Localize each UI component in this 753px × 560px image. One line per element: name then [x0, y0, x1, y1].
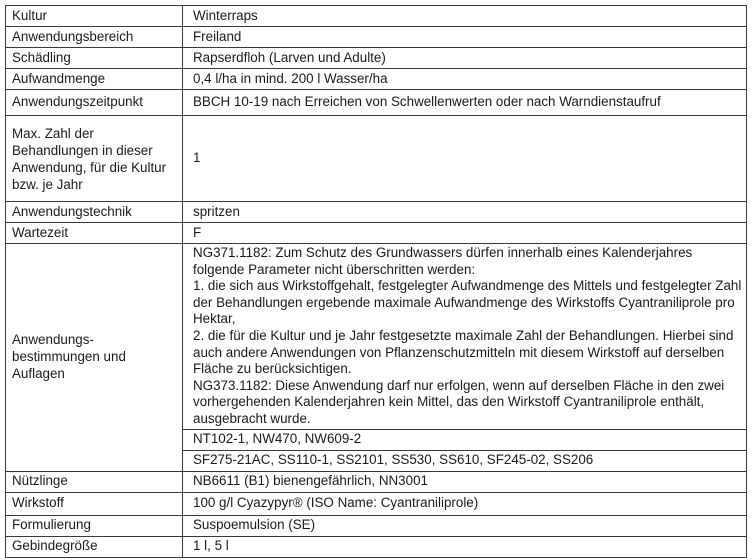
value-auflagen-codes-1: NT102-1, NW470, NW609-2	[183, 429, 747, 450]
table-row	[6, 90, 747, 116]
table-row	[6, 492, 747, 515]
auflage-ng371: NG371.1182: Zum Schutz des Grundwassers dürfen innerhalb eines Kalenderjahres folgende Parameter nicht überschritten werden:	[193, 245, 693, 277]
table-row	[6, 69, 747, 90]
value-wirkstoff: 100 g/l Cyazypyr® (ISO Name: Cyantraniliprole)	[183, 492, 747, 515]
value-kultur: Winterraps	[183, 6, 747, 27]
table-row	[6, 536, 747, 557]
label-schaedling: Schädling	[6, 48, 183, 69]
label-max-zahl-behandlungen: Max. Zahl der Behandlungen in dieser Anwendung, für die Kultur bzw. je Jahr	[6, 116, 183, 202]
value-formulierung: Suspoemulsion (SE)	[183, 515, 747, 536]
label-anwendungsbereich: Anwendungsbereich	[6, 27, 183, 48]
label-wirkstoff: Wirkstoff	[6, 492, 183, 515]
label-anwendungstechnik: Anwendungstechnik	[6, 202, 183, 223]
auflage-ng371-point-2: 2. die für die Kultur und je Jahr festgesetzte maximale Zahl der Behandlungen. Hierbei sind auch andere Anwendungen von Pflanzenschutzmitteln mit diesem Wirkstoff auf derselben Fläche zu berücksichtigen.	[193, 327, 734, 377]
table-row	[6, 471, 747, 492]
value-auflagen-text	[183, 244, 747, 430]
value-anwendungsbereich: Freiland	[183, 27, 747, 48]
label-anwendungsbestimmungen: Anwendungs-bestimmungen und Auflagen	[6, 244, 183, 472]
label-anwendungszeitpunkt: Anwendungszeitpunkt	[6, 90, 183, 116]
table-row	[6, 48, 747, 69]
value-schaedling: Rapserdfloh (Larven und Adulte)	[183, 48, 747, 69]
value-max-zahl-behandlungen: 1	[183, 116, 747, 202]
value-aufwandmenge: 0,4 l/ha in mind. 200 l Wasser/ha	[183, 69, 747, 90]
table-row	[6, 515, 747, 536]
value-nuetzlinge: NB6611 (B1) bienengefährlich, NN3001	[183, 471, 747, 492]
label-kultur: Kultur	[6, 6, 183, 27]
auflage-ng373: NG373.1182: Diese Anwendung darf nur erfolgen, wenn auf derselben Fläche in den zwei vorhergehenden Kalenderjahren kein Mittel, das den Wirkstoff Cyantraniliprole enthält, ausgebracht wurde.	[193, 377, 725, 426]
product-info-table	[5, 5, 747, 558]
auflage-ng371-point-1: 1. die sich aus Wirkstoffgehalt, festgelegter Aufwandmenge des Mittels und festgelegter Zahl der Behandlungen ergebende maximale Aufwandmenge des Wirkstoffs Cyantraniliprole pro Hektar,	[193, 278, 742, 327]
table-row	[6, 116, 747, 202]
table-row	[6, 27, 747, 48]
table-row	[6, 223, 747, 244]
value-anwendungstechnik: spritzen	[183, 202, 747, 223]
label-nuetzlinge: Nützlinge	[6, 471, 183, 492]
table-row	[6, 244, 747, 430]
value-anwendungszeitpunkt: BBCH 10-19 nach Erreichen von Schwellenwerten oder nach Warndienstaufruf	[183, 90, 747, 116]
table-row	[6, 6, 747, 27]
table-row	[6, 202, 747, 223]
label-gebindegroesse: Gebindegröße	[6, 536, 183, 557]
value-wartezeit: F	[183, 223, 747, 244]
label-formulierung: Formulierung	[6, 515, 183, 536]
label-wartezeit: Wartezeit	[6, 223, 183, 244]
value-auflagen-codes-2: SF275-21AC, SS110-1, SS2101, SS530, SS610, SF245-02, SS206	[183, 450, 747, 471]
value-gebindegroesse: 1 l, 5 l	[183, 536, 747, 557]
label-aufwandmenge: Aufwandmenge	[6, 69, 183, 90]
